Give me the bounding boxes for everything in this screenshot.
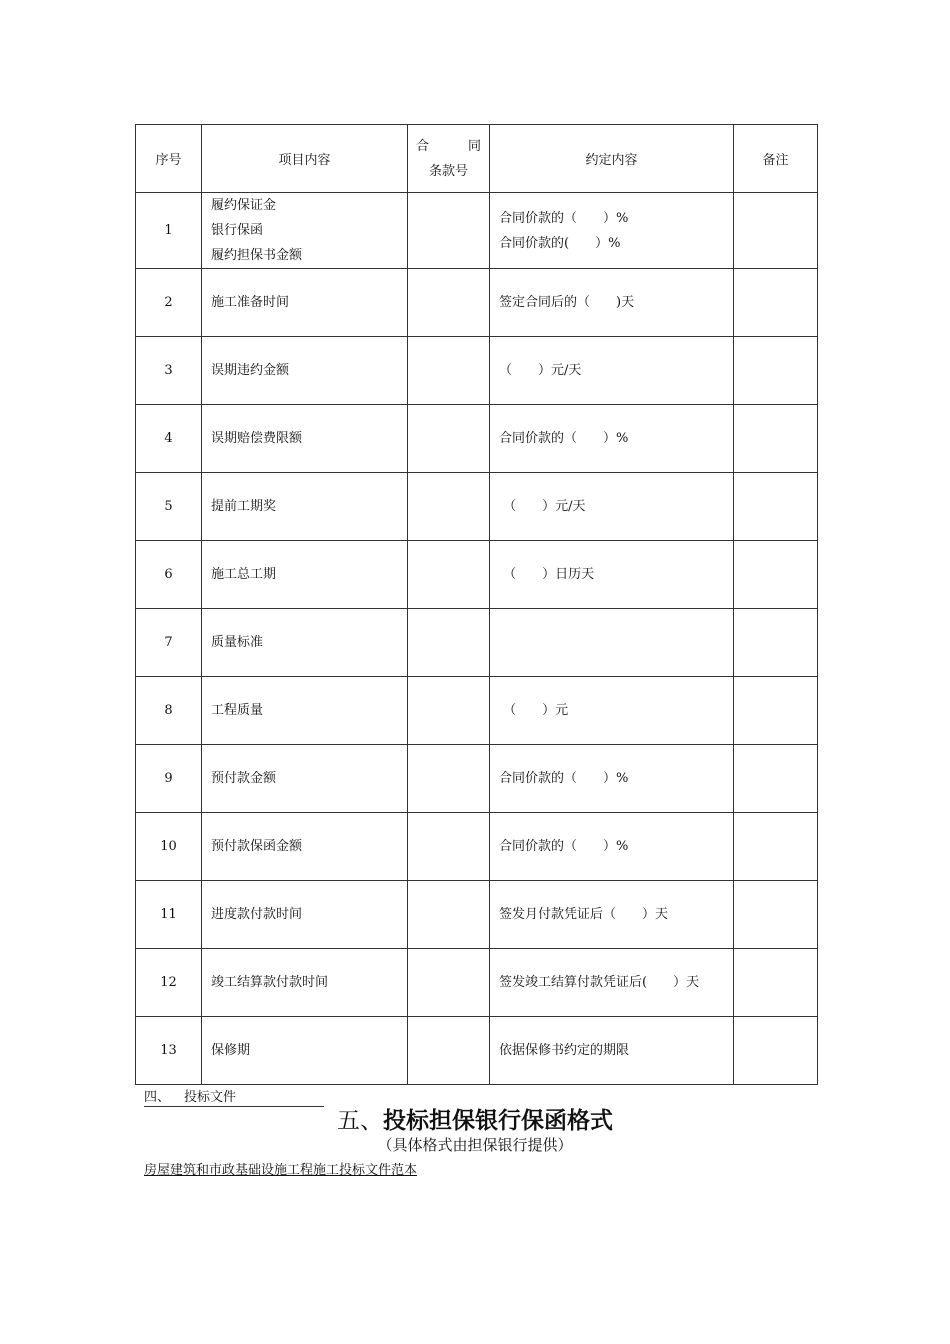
row-item [202,193,408,269]
footnote-number: 四、 [144,1090,171,1105]
row-item [202,609,408,677]
header-clause-top-right: 同 [467,138,481,154]
row-clause [408,745,490,813]
row-number: 6 [136,541,202,609]
table-row [136,269,818,337]
table-header-row [136,125,818,193]
row-remark [734,881,818,949]
row-item [202,745,408,813]
row-item [202,337,408,405]
row-clause [408,269,490,337]
row-item [202,541,408,609]
table-row [136,473,818,541]
row-clause [408,949,490,1017]
row-agreed [490,405,734,473]
row-item-text: 预付款金额 [211,771,277,786]
row-clause [408,1017,490,1085]
row-agreed [490,473,734,541]
row-item [202,269,408,337]
table-row [136,541,818,609]
row-clause [408,473,490,541]
row-remark [734,1017,818,1085]
row-number: 9 [136,745,202,813]
row-item-text: 竣工结算款付款时间 [211,975,329,990]
row-number: 2 [136,269,202,337]
table-row [136,813,818,881]
row-number: 12 [136,949,202,1017]
row-item-text: 保修期 [211,1043,251,1058]
row-number: 8 [136,677,202,745]
row-number: 3 [136,337,202,405]
row-agreed-text: （ ）日历天 [499,567,595,582]
row-remark [734,541,818,609]
row-clause [408,193,490,269]
row-item [202,1017,408,1085]
row-number: 7 [136,609,202,677]
row-clause [408,677,490,745]
row-agreed [490,337,734,405]
row-item-text: 提前工期奖 [211,499,277,514]
table-row [136,193,818,269]
row-clause [408,541,490,609]
table-row [136,337,818,405]
row-agreed [490,949,734,1017]
row-agreed [490,193,734,269]
table-row [136,949,818,1017]
row-item-text: 工程质量 [211,703,264,718]
row-clause [408,881,490,949]
row-agreed-text: 签发月付款凭证后（ ）天 [499,907,669,922]
row-clause [408,609,490,677]
row-item [202,677,408,745]
row-agreed-text: （ ）元/天 [499,363,582,378]
table-row [136,609,818,677]
header-remark: 备注 [734,125,818,193]
row-agreed-text: 合同价款的( ）% [499,235,621,251]
row-item-text: 误期赔偿费限额 [211,431,303,446]
section-heading: 投标担保银行保函格式 [383,1107,613,1134]
row-agreed-text: 合同价款的（ ）% [499,210,629,226]
row-agreed-text: 签发竣工结算付款凭证后( ）天 [499,975,700,990]
row-agreed-text: 合同价款的（ ）% [499,771,629,786]
row-remark [734,813,818,881]
table-body [136,193,818,1085]
row-agreed [490,609,734,677]
row-number: 4 [136,405,202,473]
row-item [202,405,408,473]
running-footer: 房屋建筑和市政基础设施工程施工投标文件范本 [144,1163,418,1178]
header-clause-top-left: 合 [416,138,430,154]
table-row [136,405,818,473]
row-agreed-text: （ ）元 [499,703,569,718]
table-row [136,881,818,949]
row-agreed-text: 签定合同后的（ )天 [499,295,635,310]
row-agreed [490,1017,734,1085]
table-row [136,1017,818,1085]
footnote-text: 投标文件 [184,1090,237,1105]
section-prefix: 五、 [337,1108,383,1134]
row-clause [408,813,490,881]
row-remark [734,677,818,745]
row-agreed [490,541,734,609]
row-number: 5 [136,473,202,541]
header-item: 项目内容 [202,125,408,193]
row-item [202,473,408,541]
row-clause [408,337,490,405]
row-agreed [490,813,734,881]
row-agreed [490,269,734,337]
row-number: 11 [136,881,202,949]
row-item-text: 质量标准 [211,635,264,650]
row-item-text: 预付款保函金额 [211,839,303,854]
table-row [136,677,818,745]
row-remark [734,609,818,677]
row-remark [734,193,818,269]
row-number: 1 [136,193,202,269]
row-agreed-text: 合同价款的（ ）% [499,839,629,854]
row-item-text: 误期违约金额 [211,363,290,378]
row-remark [734,473,818,541]
row-item-text: 施工总工期 [211,567,277,582]
header-clause-bottom: 条款号 [428,163,468,179]
row-agreed-text: 合同价款的（ ）% [499,431,629,446]
row-clause [408,405,490,473]
row-item [202,949,408,1017]
row-number: 10 [136,813,202,881]
header-agreed: 约定内容 [490,125,734,193]
section-title [0,1105,950,1137]
row-agreed-text: 依据保修书约定的期限 [499,1043,630,1058]
row-remark [734,337,818,405]
row-remark [734,745,818,813]
row-agreed [490,745,734,813]
contract-terms-table [135,124,818,1085]
row-item-text: 履约保证金 [211,198,277,213]
row-item-text: 履约担保书金额 [211,248,303,263]
row-agreed [490,677,734,745]
row-item [202,881,408,949]
section-subtitle: （具体格式由担保银行提供） [377,1136,573,1154]
row-remark [734,949,818,1017]
table-row [136,745,818,813]
header-clause [408,125,490,193]
row-number: 13 [136,1017,202,1085]
row-agreed [490,881,734,949]
row-item-text: 施工准备时间 [211,295,290,310]
row-agreed-text: （ ）元/天 [499,499,586,514]
row-item-text: 进度款付款时间 [211,907,303,922]
row-remark [734,269,818,337]
row-item [202,813,408,881]
row-item-text: 银行保函 [211,223,264,238]
header-no: 序号 [136,125,202,193]
row-remark [734,405,818,473]
